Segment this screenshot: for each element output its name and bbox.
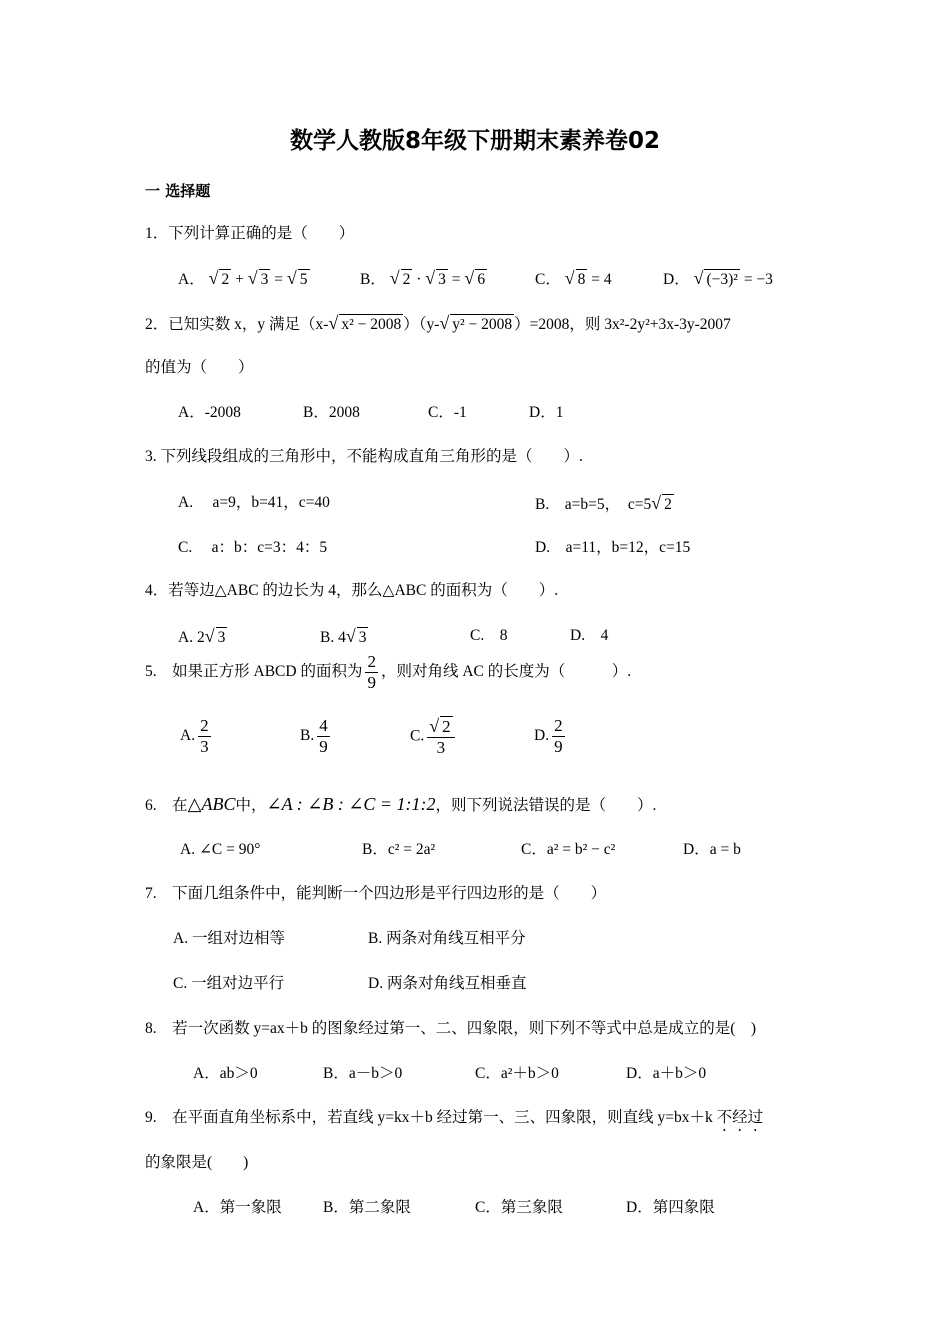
question-2-stem: 2．已知实数 x，y 满足（x-√ x² − 2008 ）（y-√ y² − 2008 ）=2008，则 3x²-2y²+3x-3y-2007 xyxy=(145,313,731,333)
question-1-option-b: B． √ 2 · √ 3 = √ 6 xyxy=(360,268,486,288)
option-label: A． xyxy=(178,271,205,288)
question-8-option-c: C．a²＋b＞0 xyxy=(475,1065,559,1082)
emphasis-text: 不经过 xyxy=(716,1109,764,1126)
question-2-option-b: B．2008 xyxy=(303,404,360,421)
question-4-stem: 4．若等边△ABC 的边长为 4，那么△ABC 的面积为（ ）. xyxy=(145,582,559,599)
radicand: 3 xyxy=(358,629,367,646)
question-6-option-d: D．a = b xyxy=(683,841,741,858)
question-8-option-a: A．ab＞0 xyxy=(193,1065,258,1082)
expression: = −3 xyxy=(743,271,773,288)
question-9-option-c: C．第三象限 xyxy=(475,1199,563,1216)
fraction: $\frac{2}{9}$ xyxy=(367,652,376,692)
question-9-stem-line2: 的象限是( ) xyxy=(145,1154,249,1171)
question-3-option-a: A. a=9，b=41，c=40 xyxy=(178,494,330,511)
question-5-option-d: D. $\frac{2}{9}$ xyxy=(534,716,563,756)
radicand: 3 xyxy=(217,629,226,646)
question-4-option-a: A. 2√ 3 xyxy=(178,626,226,646)
operator: · xyxy=(416,271,422,288)
question-7-option-c: C. 一组对边平行 xyxy=(173,975,285,992)
question-5-stem: 5. 如果正方形 ABCD 的面积为 $\frac{2}{9}$ ，则对角线 AC 的长度为（ ）. xyxy=(145,652,632,692)
question-6-option-a: A. ∠C = 90° xyxy=(180,841,261,858)
question-8-option-d: D．a＋b＞0 xyxy=(626,1065,707,1082)
question-9-option-d: D．第四象限 xyxy=(626,1199,715,1216)
operator: = xyxy=(274,271,283,288)
expression: = 4 xyxy=(591,271,612,288)
question-4-option-c: C. 8 xyxy=(470,627,508,644)
question-1-option-a: A． √ 2 + √ 3 = √ 5 xyxy=(178,268,308,288)
radicand: 2 xyxy=(664,496,672,513)
question-3-option-c: C. a：b：c=3：4：5 xyxy=(178,539,328,556)
radicand: (−3)² xyxy=(706,271,738,288)
question-7-stem: 7. 下面几组条件中，能判断一个四边形是平行四边形的是（ ） xyxy=(145,885,607,902)
option-label: D． xyxy=(663,271,690,288)
question-8-option-b: B．a－b＞0 xyxy=(323,1065,403,1082)
operator: + xyxy=(235,271,244,288)
section-heading: 一 选择题 xyxy=(145,182,211,200)
question-9-option-b: B．第二象限 xyxy=(323,1199,411,1216)
question-2-option-c: C．-1 xyxy=(428,404,467,421)
question-8-stem: 8. 若一次函数 y=ax＋b 的图象经过第一、二、四象限，则下列不等式中总是成立的是( ) xyxy=(145,1020,757,1037)
radicand: 2 xyxy=(221,271,230,288)
question-9-stem: 9. 在平面直角坐标系中，若直线 y=kx＋b 经过第一、三、四象限，则直线 y=bx＋k 不经过 xyxy=(145,1109,764,1126)
question-1-option-c: C． √ 8 = 4 xyxy=(535,268,612,288)
question-7-option-d: D. 两条对角线互相垂直 xyxy=(368,975,527,992)
question-2-option-d: D．1 xyxy=(529,404,564,421)
radicand: 5 xyxy=(299,271,308,288)
question-7-option-b: B. 两条对角线互相平分 xyxy=(368,930,526,947)
radicand: 2 xyxy=(402,271,411,288)
radicand: 3 xyxy=(260,271,269,288)
option-label: C． xyxy=(535,271,561,288)
option-label: B． xyxy=(360,271,386,288)
question-1-stem: 1．下列计算正确的是（ ） xyxy=(145,225,355,242)
question-2-stem-line2: 的值为（ ） xyxy=(145,359,254,376)
question-5-option-b: B. $\frac{4}{9}$ xyxy=(300,716,328,756)
radicand: x² − 2008 xyxy=(341,316,402,333)
question-3-option-d: D. a=11，b=12，c=15 xyxy=(535,539,691,556)
question-5-option-a: A. $\frac{2}{3}$ xyxy=(180,716,209,756)
question-3-option-b: B. a=b=5， c=5√ 2 xyxy=(535,493,672,513)
question-6-option-b: B．c² = 2a² xyxy=(362,841,436,858)
question-6-stem: 6. 在△ABC中，∠A : ∠B : ∠C = 1:1:2，则下列说法错误的是（ ）. xyxy=(145,794,657,814)
question-7-option-a: A. 一组对边相等 xyxy=(173,930,285,947)
question-4-option-b: B. 4√ 3 xyxy=(320,626,367,646)
operator: = xyxy=(451,271,461,288)
question-9-option-a: A．第一象限 xyxy=(193,1199,282,1216)
radicand: y² − 2008 xyxy=(452,316,513,333)
question-1-option-d: D． √ (−3)² = −3 xyxy=(663,268,773,288)
question-4-option-d: D. 4 xyxy=(570,627,609,644)
radicand: 8 xyxy=(577,271,586,288)
page-title: 数学人教版8年级下册期末素养卷02 xyxy=(289,128,660,154)
question-2-option-a: A．-2008 xyxy=(178,404,241,421)
radicand: 3 xyxy=(438,271,446,288)
question-6-option-c: C．a² = b² − c² xyxy=(521,841,616,858)
question-3-stem: 3. 下列线段组成的三角形中，不能构成直角三角形的是（ ）. xyxy=(145,448,583,465)
radicand: 6 xyxy=(477,271,486,288)
question-5-option-c: C. $\frac{√ 2}{3}$ xyxy=(410,716,458,758)
